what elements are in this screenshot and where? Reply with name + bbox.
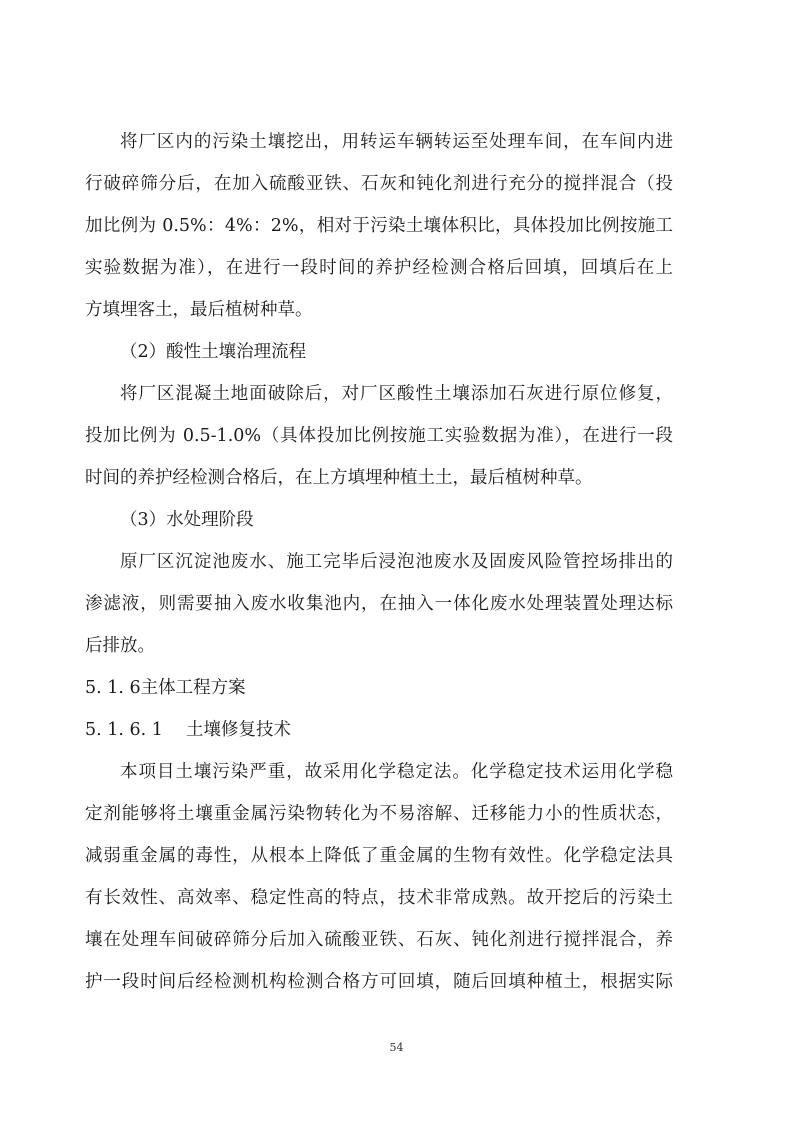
paragraph-4-line-3: 减弱重金属的毒性，从根本上降低了重金属的生物有效性。化学稳定法具	[85, 846, 673, 866]
paragraph-4-line-1: 本项目土壤污染严重，故采用化学稳定法。化学稳定技术运用化学稳	[120, 762, 673, 782]
paragraph-2-line-2: 投加比例为 0.5-1.0%（具体投加比例按施工实验数据为准），在进行一段	[85, 426, 673, 446]
paragraph-4-line-4: 有长效性、高效率、稳定性高的特点，技术非常成熟。故开挖后的污染土	[85, 888, 673, 908]
subheading-water-treatment: （3）水处理阶段	[120, 510, 254, 530]
paragraph-1-line-4: 实验数据为准），在进行一段时间的养护经检测合格后回填，回填后在上	[85, 258, 673, 278]
paragraph-1-line-3: 加比例为 0.5%：4%：2%，相对于污染土壤体积比，具体投加比例按施工	[85, 216, 673, 236]
paragraph-1-line-2: 行破碎筛分后，在加入硫酸亚铁、石灰和钝化剂进行充分的搅拌混合（投	[85, 174, 673, 194]
section-heading-5-1-6: 5. 1. 6主体工程方案	[85, 678, 246, 698]
paragraph-3-line-2: 渗滤液，则需要抽入废水收集池内，在抽入一体化废水处理装置处理达标	[85, 594, 673, 614]
page-number: 54	[389, 1041, 404, 1054]
paragraph-1-line-1: 将厂区内的污染土壤挖出，用转运车辆转运至处理车间，在车间内进	[120, 132, 673, 152]
paragraph-4-line-2: 定剂能够将土壤重金属污染物转化为不易溶解、迁移能力小的性质状态，	[85, 804, 673, 824]
paragraph-4-line-5: 壤在处理车间破碎筛分后加入硫酸亚铁、石灰、钝化剂进行搅拌混合，养	[85, 930, 673, 950]
paragraph-2-line-1: 将厂区混凝土地面破除后，对厂区酸性土壤添加石灰进行原位修复，	[120, 384, 673, 404]
paragraph-3-line-3: 后排放。	[85, 636, 155, 656]
paragraph-3-line-1: 原厂区沉淀池废水、施工完毕后浸泡池废水及固废风险管控场排出的	[120, 552, 673, 572]
paragraph-1-line-5: 方填埋客土，最后植树种草。	[85, 300, 313, 320]
paragraph-2-line-3: 时间的养护经检测合格后，在上方填埋种植土土，最后植树种草。	[85, 468, 593, 488]
section-heading-5-1-6-1: 5. 1. 6. 1 土壤修复技术	[85, 720, 291, 740]
subheading-acid-soil: （2）酸性土壤治理流程	[120, 342, 307, 362]
paragraph-4-line-6: 护一段时间后经检测机构检测合格方可回填，随后回填种植土，根据实际	[85, 972, 673, 992]
